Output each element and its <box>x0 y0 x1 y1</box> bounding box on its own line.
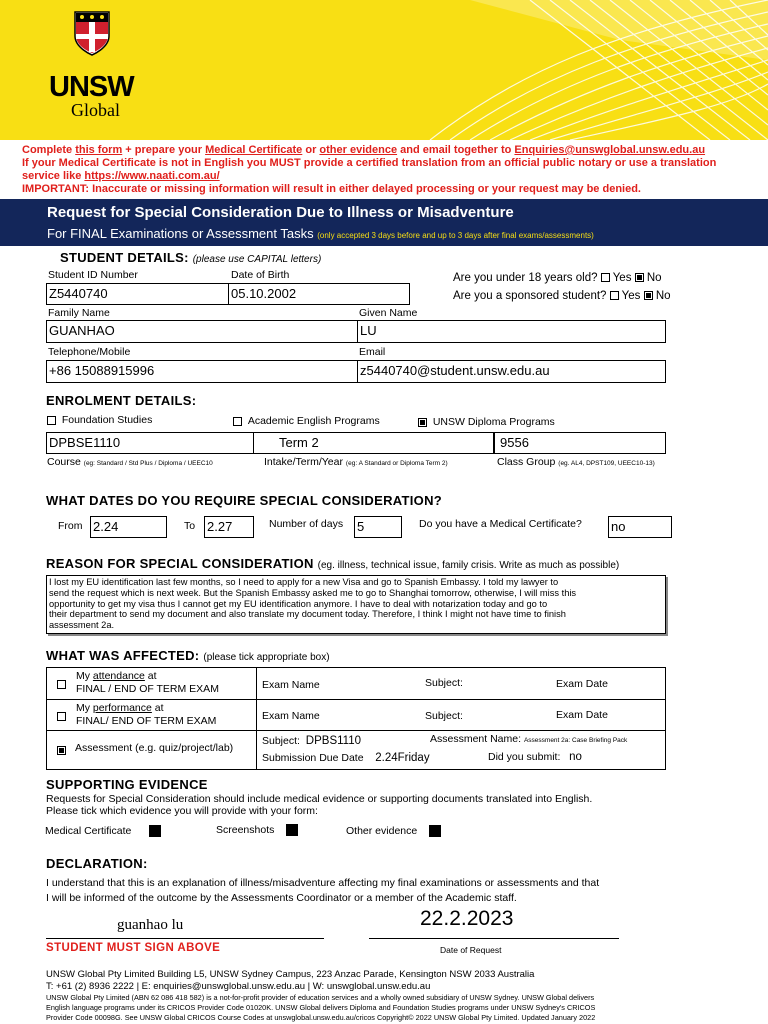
evidence-text-1: Requests for Special Consideration should include medical evidence or supporting documents translated into English. <box>46 793 593 805</box>
email-field[interactable]: z5440740@student.unsw.edu.au <box>357 360 666 383</box>
affected-table <box>46 667 666 770</box>
reason-line: opportunity to get my visa thus I cannot get my EU identification anymore. I have to deal with notarization today and go to <box>49 598 548 609</box>
attendance-checkbox[interactable] <box>57 680 66 689</box>
affected-heading: WHAT WAS AFFECTED: (please tick appropriate box) <box>46 648 330 663</box>
under18-question: Are you under 18 years old? Yes No <box>453 272 662 284</box>
from-field[interactable]: 2.24 <box>90 516 167 538</box>
unsw-crest-logo <box>73 10 111 56</box>
signature-line <box>46 938 324 939</box>
r3-subject: Subject: DPBS1110 <box>262 735 361 747</box>
performance-checkbox[interactable] <box>57 712 66 721</box>
given-name-label: Given Name <box>359 307 418 319</box>
under18-yes-checkbox[interactable] <box>601 273 610 282</box>
medical-cert-question: Do you have a Medical Certificate? <box>419 518 582 530</box>
to-label: To <box>184 520 196 532</box>
footer-contact: T: +61 (2) 8936 2222 | E: enquiries@unswglobal.unsw.edu.au | W: unswglobal.unsw.edu.au <box>46 981 431 992</box>
r3-due-date: Submission Due Date 2.24Friday <box>262 752 430 764</box>
evidence-heading: SUPPORTING EVIDENCE <box>46 777 208 792</box>
logo-wordmark: UNSW <box>49 71 134 103</box>
diploma-option: UNSW Diploma Programs <box>418 416 555 428</box>
student-id-field[interactable]: Z5440740 <box>46 283 229 305</box>
exam-date-label-2: Exam Date <box>556 709 608 721</box>
medical-evidence-checkbox[interactable] <box>149 825 161 837</box>
class-group-field[interactable]: 9556 <box>494 432 666 454</box>
reason-textarea[interactable] <box>46 575 666 634</box>
form-subtitle: For FINAL Examinations or Assessment Tasks (only accepted 3 days before and up to 3 days after final exams/assessments) <box>47 226 594 241</box>
days-field[interactable]: 5 <box>354 516 402 538</box>
foundation-checkbox[interactable] <box>47 416 56 425</box>
intake-caption: Intake/Term/Year (eg: A Standard or Diploma Term 2) <box>264 456 448 468</box>
request-date[interactable]: 22.2.2023 <box>420 907 514 930</box>
course-field[interactable]: DPBSE1110 <box>46 432 254 454</box>
days-label: Number of days <box>269 518 344 530</box>
sign-above-label: STUDENT MUST SIGN ABOVE <box>46 942 221 954</box>
exam-date-label-1: Exam Date <box>556 678 608 690</box>
table-row-divider <box>47 699 665 700</box>
signature[interactable]: guanhao lu <box>117 917 184 933</box>
family-name-label: Family Name <box>48 307 110 319</box>
sponsored-question: Are you a sponsored student? Yes No <box>453 290 671 302</box>
table-divider <box>256 668 257 769</box>
attendance-label: My attendance at FINAL / END OF TERM EXAM <box>76 670 219 695</box>
reason-line: send the request which is next week. But the Spanish Embassy asked me to go to Shanghai tomorrow, otherwise, I will miss this <box>49 587 577 598</box>
evidence-medical: Medical Certificate <box>45 825 161 837</box>
enquiries-email-link[interactable]: Enquiries@unswglobal.unsw.edu.au <box>514 144 706 156</box>
attendance-checkbox-wrap <box>57 676 66 694</box>
header-banner <box>0 0 768 140</box>
from-label: From <box>58 520 83 532</box>
subject-label-2: Subject: <box>425 710 463 722</box>
family-name-field[interactable]: GUANHAO <box>46 320 358 343</box>
exam-name-label-2: Exam Name <box>262 710 320 722</box>
assessment-checkbox[interactable] <box>57 746 66 755</box>
dates-heading: WHAT DATES DO YOU REQUIRE SPECIAL CONSIDERATION? <box>46 493 442 508</box>
medical-certificate-link[interactable]: Medical Certificate <box>205 144 303 156</box>
performance-label: My performance at FINAL/ END OF TERM EXAM <box>76 702 217 727</box>
other-evidence-link[interactable]: other evidence <box>319 144 398 156</box>
email-label: Email <box>359 346 386 358</box>
date-of-request-label: Date of Request <box>440 945 502 955</box>
course-caption: Course (eg: Standard / Std Plus / Diploma / UEEC10 <box>47 456 213 468</box>
logo-sub: Global <box>71 100 120 120</box>
subtitle-note: (only accepted 3 days before and up to 3 days after final exams/assessments) <box>317 231 594 240</box>
medical-cert-answer[interactable]: no <box>608 516 672 538</box>
given-name-field[interactable]: LU <box>357 320 666 343</box>
evidence-screenshots: Screenshots <box>216 824 298 836</box>
other-evidence-checkbox[interactable] <box>429 825 441 837</box>
r3-submitted: Did you submit: no <box>488 751 582 763</box>
sponsored-no-checkbox[interactable] <box>644 291 653 300</box>
r3-assessment-name: Assessment Name: Assessment 2a: Case Briefing Pack <box>430 733 628 745</box>
phone-field[interactable]: +86 15088915996 <box>46 360 358 383</box>
notice-line-3: service like https://www.naati.com.au/ <box>22 170 220 182</box>
reason-line: assessment 2a. <box>49 620 115 631</box>
aep-option: Academic English Programs <box>233 415 380 427</box>
diploma-checkbox[interactable] <box>418 418 427 427</box>
intake-field[interactable]: Term 2 <box>253 432 494 454</box>
declaration-heading: DECLARATION: <box>46 856 148 871</box>
footer-legal-3: Provider Code 00098G. See UNSW Global CRICOS Course Codes at unswglobal.unsw.edu.au/cricos Copyright© 2022 UNSW Global Pty Limited. Updated January 2022 <box>46 1013 596 1022</box>
under18-no-checkbox[interactable] <box>635 273 644 282</box>
footer-legal-1: UNSW Global Pty Limited (ABN 62 086 418 582) is a not-for-profit provider of education services and a wholly owned subsidiary of UNSW Sydney. UNSW Global delivers <box>46 993 595 1002</box>
footer-address: UNSW Global Pty Limited Building L5, UNSW Sydney Campus, 223 Anzac Parade, Kensington NSW 2033 Australia <box>46 969 535 980</box>
student-id-label: Student ID Number <box>48 269 138 281</box>
exam-name-label-1: Exam Name <box>262 679 320 691</box>
footer-legal-2: English language programs under its CRICOS Provider Code 01020K. UNSW Global delivers Diploma and Foundation Studies programs under UNSW Sydney's CRICOS <box>46 1003 596 1012</box>
declaration-text-1: I understand that this is an explanation of illness/misadventure affecting my final examinations or assessments and that <box>46 877 600 889</box>
evidence-other: Other evidence <box>346 825 441 837</box>
reason-line: their department to send my document and also translate my document today. Therefore, I think I might not have time to finish <box>49 609 566 620</box>
phone-label: Telephone/Mobile <box>48 346 131 358</box>
to-field[interactable]: 2.27 <box>204 516 254 538</box>
evidence-text-2: Please tick which evidence you will provide with your form: <box>46 805 318 817</box>
table-row-divider <box>47 730 665 731</box>
declaration-text-2: I will be informed of the outcome by the Assessments Coordinator or a member of the Academic staff. <box>46 892 517 904</box>
reason-heading: REASON FOR SPECIAL CONSIDERATION (eg. illness, technical issue, family crisis. Write as much as possible) <box>46 556 620 571</box>
dob-label: Date of Birth <box>231 269 290 281</box>
naati-link[interactable]: https://www.naati.com.au/ <box>84 170 220 182</box>
form-title: Request for Special Consideration Due to Illness or Misadventure <box>47 204 514 221</box>
foundation-option: Foundation Studies <box>47 414 152 426</box>
student-details-heading: STUDENT DETAILS: (please use CAPITAL letters) <box>60 250 322 265</box>
performance-checkbox-wrap <box>57 708 66 726</box>
date-line <box>369 938 619 939</box>
enrolment-heading: ENROLMENT DETAILS: <box>46 393 197 408</box>
this-form-link[interactable]: this form <box>75 144 123 156</box>
screenshots-checkbox[interactable] <box>286 824 298 836</box>
dob-field[interactable]: 05.10.2002 <box>228 283 410 305</box>
sponsored-yes-checkbox[interactable] <box>610 291 619 300</box>
class-group-caption: Class Group (eg. AL4, DPST109, UEEC10-13) <box>497 456 655 468</box>
assessment-label: Assessment (e.g. quiz/project/lab) <box>75 742 234 754</box>
subject-label-1: Subject: <box>425 677 463 689</box>
title-band <box>0 199 768 246</box>
aep-checkbox[interactable] <box>233 417 242 426</box>
assessment-checkbox-wrap <box>57 742 66 760</box>
reason-line: I lost my EU identification last few months, so I need to apply for a new Visa and go to Spanish Embassy. I told my lawyer to <box>49 577 559 587</box>
notice-line-1: Complete this form + prepare your Medical Certificate or other evidence and email together to Enquiries@unswglobal.unsw.edu.au <box>22 144 706 156</box>
notice-line-4: IMPORTANT: Inaccurate or missing information will result in either delayed processing or your request may be denied. <box>22 183 641 195</box>
notice-line-2: If your Medical Certificate is not in English you MUST provide a certified translation from an official public notary or use a translation <box>22 157 717 169</box>
